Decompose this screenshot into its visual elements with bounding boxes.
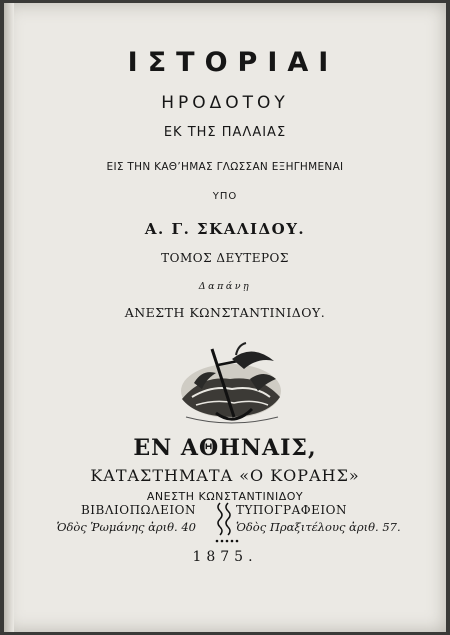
printshop-label: ΤΥΠΟΓΡΑΦΕΙΟΝ (236, 503, 347, 517)
translation-line: ΕΙΣ ΤΗΝ ΚΑΘ’ΗΜΑΣ ΓΛΩΣΣΑΝ ΕΞΗΓΗΜΕΝΑΙ (106, 161, 344, 173)
city-line: ΕΝ ΑΘΗΝΑΙΣ, (133, 435, 317, 461)
bookshop-address: Ὁδὸς Ῥωμάνης ἀριθ. 40 (56, 520, 196, 534)
publication-year: 1875. (192, 549, 258, 565)
volume-label: ΤΟΜΟΣ ΔΕΥΤΕΡΟΣ (161, 251, 289, 265)
by-line: ΥΠΟ (212, 191, 238, 202)
editor-name: Α. Γ. ΣΚΑΛΙΔΟΥ. (144, 220, 306, 238)
publisher-imprint: ΑΝΕΣΤΗ ΚΩΝΣΤΑΝΤΙΝΙΔΟΥ (146, 490, 304, 503)
addresses-row (4, 520, 446, 538)
printshop-address: Ὁδὸς Πραξιτέλους ἀριθ. 57. (236, 520, 401, 534)
bookshop-label: ΒΙΒΛΙΟΠΩΛΕΙΟΝ (80, 503, 196, 517)
author-name: ΗΡΟΔΟΤΟΥ (161, 93, 289, 113)
stores-line: ΚΑΤΑΣΤΗΜΑΤΑ «Ο ΚΟΡΑΗΣ» (90, 466, 360, 485)
publisher-name: ΑΝΕΣΤΗ ΚΩΝΣΤΑΝΤΙΝΙΔΟΥ. (124, 305, 326, 320)
title-page (4, 3, 446, 632)
expense-line: Δαπάνῃ (198, 281, 252, 292)
printer-vignette-icon (172, 339, 290, 429)
source-line: ΕΚ ΤΗΣ ΠΑΛΑΙΑΣ (163, 125, 287, 140)
book-title: ΙΣΤΟΡΙΑΙ (127, 47, 339, 78)
ornament-dots-icon (214, 538, 244, 544)
